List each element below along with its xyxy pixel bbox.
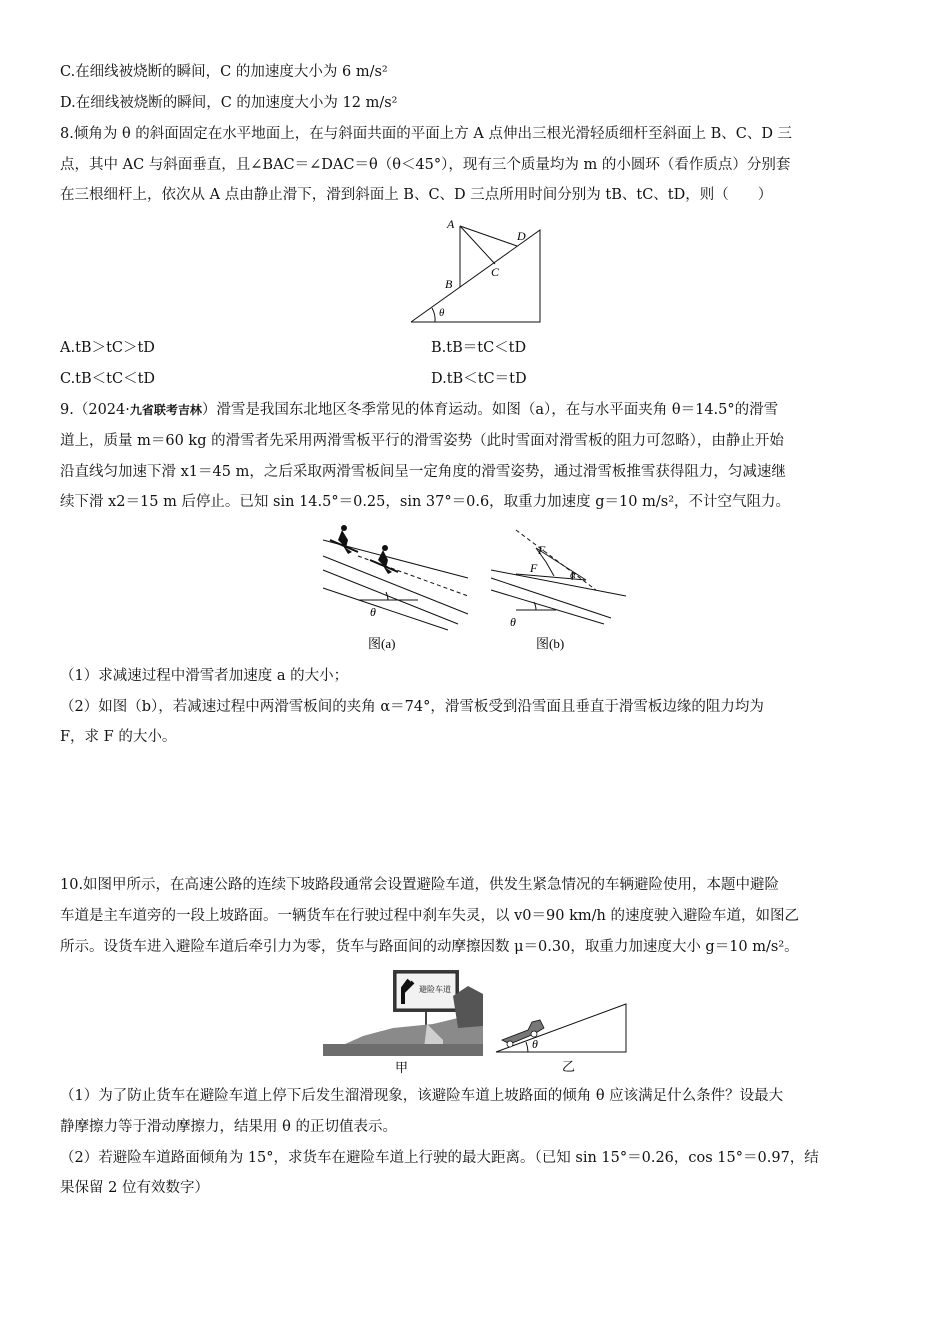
q9-fig-b-f2: F [530, 561, 538, 575]
q10-sub2-line2: 果保留 2 位有效数字） [60, 1180, 209, 1196]
q7-option-c: C.在细线被烧断的瞬间，C 的加速度大小为 6 m/s² [60, 64, 388, 80]
q8-text-line3: 在三根细杆上，依次从 A 点由静止滑下，滑到斜面上 B、C、D 三点所用时间分别为 tB、tC、tD，则（ ） [60, 187, 773, 203]
q8-option-b: B.tB＝tC＜tD [431, 340, 527, 356]
q7-option-d: D.在细线被烧断的瞬间，C 的加速度大小为 12 m/s² [60, 95, 398, 111]
q8-label-b: B [445, 277, 453, 291]
q9-source-tag: 九省联考吉林 [129, 403, 202, 417]
q9-line1-rest: ）滑雪是我国东北地区冬季常见的体育运动。如图（a），在与水平面夹角 θ＝14.5°的滑雪 [201, 402, 779, 418]
q9-figure-a [318, 518, 470, 658]
q10-sub1-line1: （1）为了防止货车在避险车道上停下后发生溜滑现象，该避险车道上坡路面的倾角 θ 应该满足什么条件？设最大 [60, 1088, 784, 1104]
q8-text-line2: 点，其中 AC 与斜面垂直，且∠BAC＝∠DAC＝θ（θ＜45°），现有三个质量均为 m 的小圆环（看作质点）分别套 [60, 157, 791, 173]
q10-text-line1: 10.如图甲所示，在高速公路的连续下坡路段通常会设置避险车道，供发生紧急情况的车辆避险使用，本题中避险 [60, 877, 780, 893]
q8-option-c: C.tB＜tC＜tD [60, 371, 156, 387]
q8-incline-figure [405, 212, 555, 332]
q9-figure-b [486, 518, 636, 658]
q8-option-a: A.tB＞tC＞tD [60, 340, 155, 356]
q8-label-theta: θ [439, 307, 445, 319]
q10-figure-yi [492, 1000, 632, 1080]
q9-fig-b-theta: θ [510, 615, 516, 629]
q8-label-d: D [517, 229, 526, 243]
q10-sign-text: 避险车道 [419, 985, 451, 994]
q10-sub2-line1: （2）若避险车道路面倾角为 15°，求货车在避险车道上行驶的最大距离。（已知 sin 15°＝0.26，cos 15°＝0.97，结 [60, 1150, 819, 1166]
q9-text-line4: 续下滑 x2＝15 m 后停止。已知 sin 14.5°＝0.25，sin 37°＝0.6，取重力加速度 g＝10 m/s²，不计空气阻力。 [60, 494, 791, 510]
q8-option-d: D.tB＜tC＝tD [431, 371, 527, 387]
q8-label-a: A [447, 217, 455, 231]
q9-fig-a-theta: θ [370, 605, 376, 619]
q9-sub1: （1）求减速过程中滑雪者加速度 a 的大小； [60, 668, 349, 684]
q10-fig-yi-theta: θ [532, 1037, 538, 1051]
q8-label-c: C [491, 265, 500, 279]
q9-text-line1 [60, 400, 778, 420]
q10-text-line2: 车道是主车道旁的一段上坡路面。一辆货车在行驶过程中刹车失灵，以 v0＝90 km/h 的速度驶入避险车道，如图乙 [60, 908, 799, 924]
q9-sub2-line2: F，求 F 的大小。 [60, 729, 177, 745]
q10-fig-yi-caption: 乙 [562, 1059, 576, 1074]
q9-year: 2024· [88, 402, 130, 418]
q10-figure-jia-photo [323, 966, 483, 1080]
q10-fig-jia-caption: 甲 [395, 1060, 409, 1075]
q10-text-line3: 所示。设货车进入避险车道后牵引力为零，货车与路面间的动摩擦因数 μ＝0.30，取重力加速度大小 g＝10 m/s²。 [60, 939, 799, 955]
q9-fig-b-alpha: α [570, 569, 576, 581]
q9-number: 9.（ [60, 402, 89, 418]
q9-text-line3: 沿直线匀加速下滑 x1＝45 m，之后采取两滑雪板间呈一定角度的滑雪姿势，通过滑雪板推雪获得阻力，匀减速继 [60, 464, 786, 480]
q9-fig-b-f1: F [538, 543, 546, 557]
q8-text-line1: 8.倾角为 θ 的斜面固定在水平地面上，在与斜面共面的平面上方 A 点伸出三根光滑轻质细杆至斜面上 B、C、D 三 [60, 126, 793, 142]
q9-fig-b-caption: 图(b) [536, 636, 565, 651]
q10-sub1-line2: 静摩擦力等于滑动摩擦力，结果用 θ 的正切值表示。 [60, 1119, 397, 1135]
q9-fig-a-caption: 图(a) [368, 636, 396, 651]
q9-sub2-line1: （2）如图（b），若减速过程中两滑雪板间的夹角 α＝74°，滑雪板受到沿雪面且垂直于滑雪板边缘的阻力均为 [60, 699, 764, 715]
q9-text-line2: 道上，质量 m＝60 kg 的滑雪者先采用两滑雪板平行的滑雪姿势（此时雪面对滑雪板的阻力可忽略），由静止开始 [60, 433, 784, 449]
